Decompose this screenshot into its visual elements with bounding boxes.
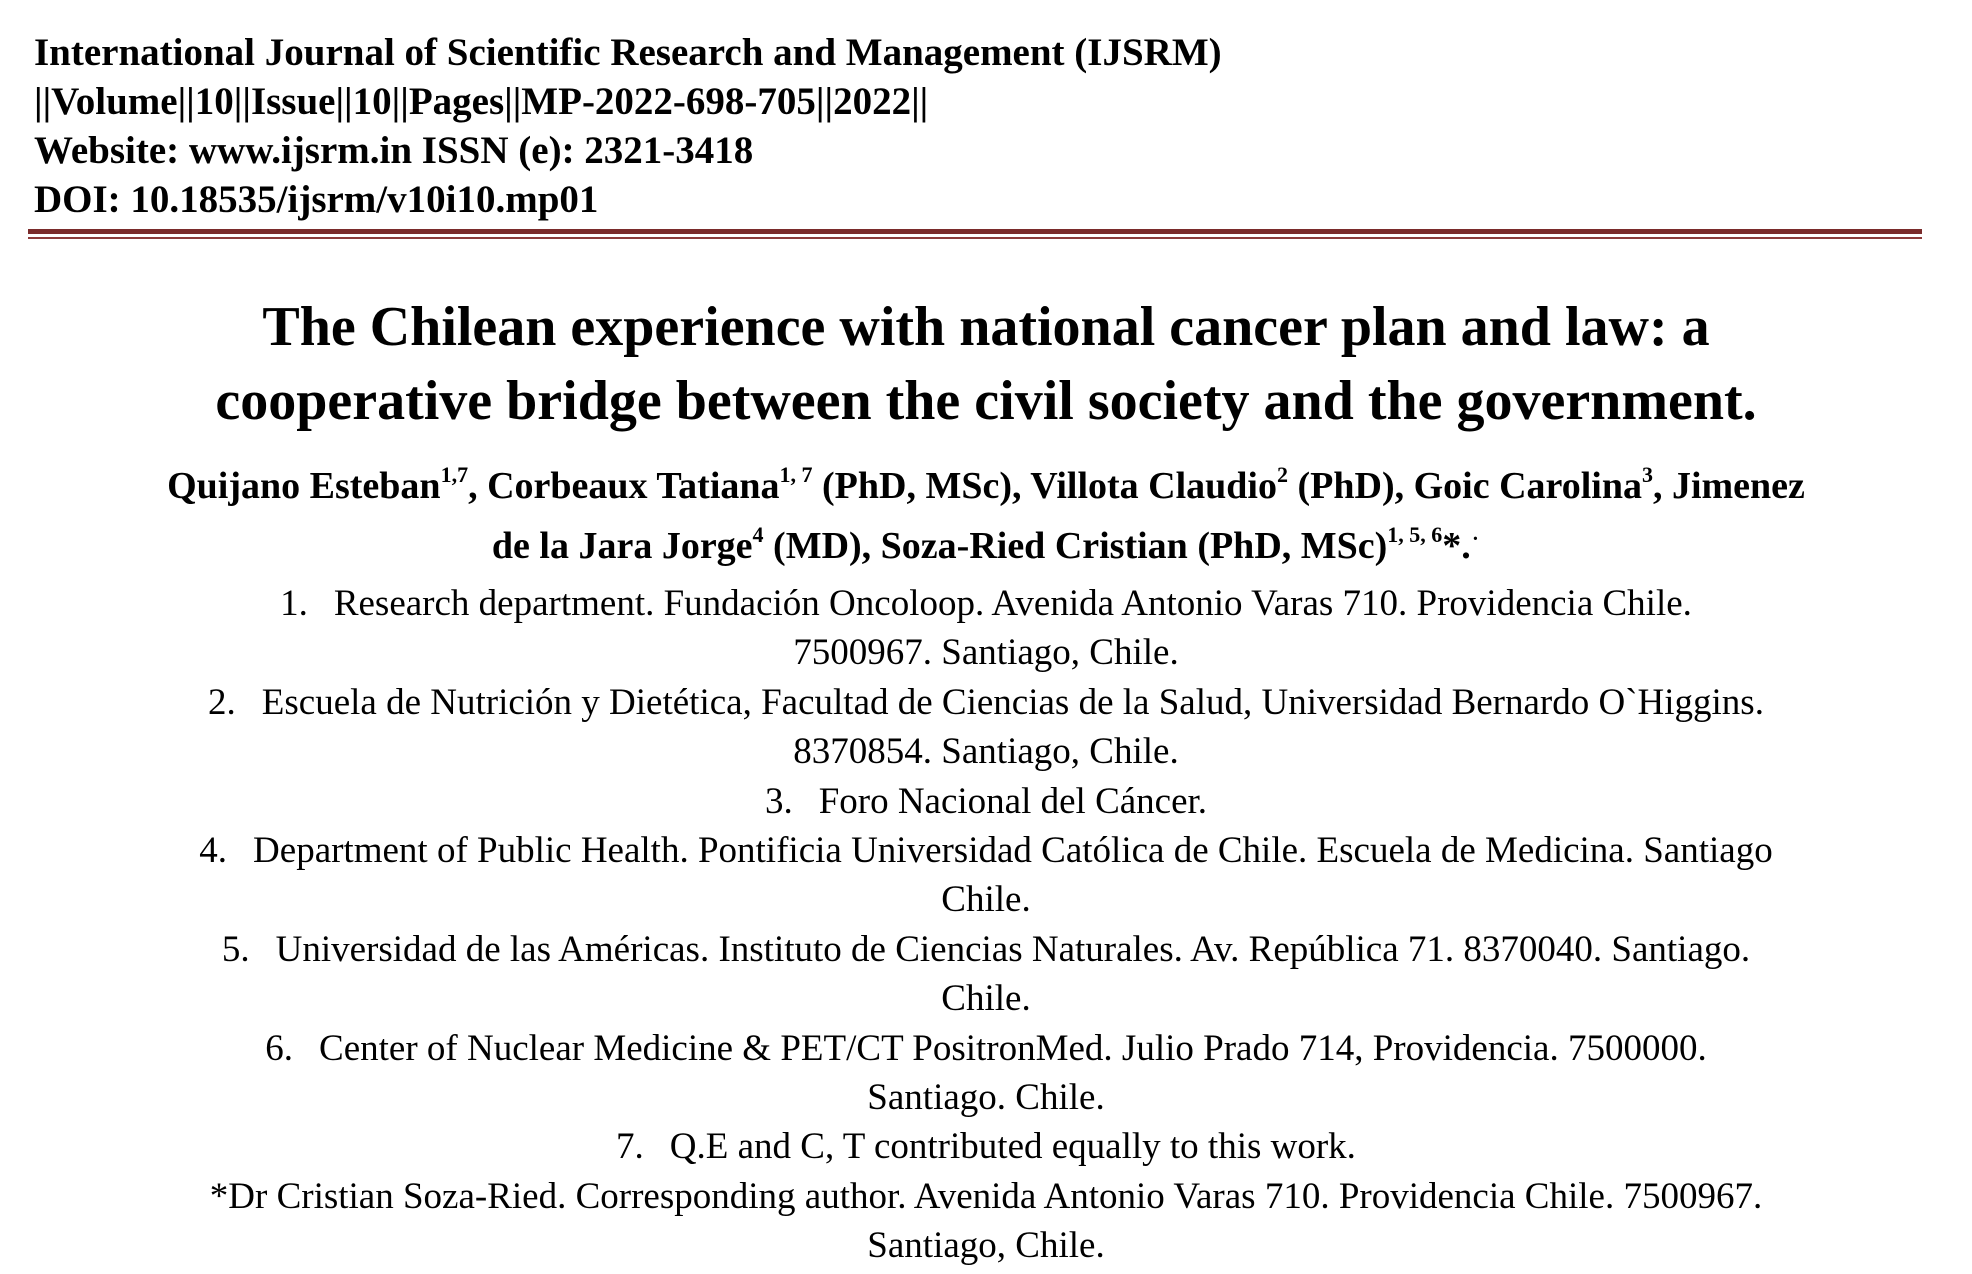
affiliation-item — [0, 826, 1972, 925]
title-line-1: The Chilean experience with national cancer plan and law: a — [262, 296, 1710, 358]
author-superscript: 3 — [1641, 462, 1653, 487]
affiliation-item — [0, 1024, 1972, 1123]
affiliation-number: 2. — [208, 681, 236, 723]
affiliation-text: Center of Nuclear Medicine & PET/CT PositronMed. Julio Prado 714, Providencia. 7500000. — [319, 1027, 1707, 1069]
affiliation-item — [0, 579, 1972, 678]
author-superscript: 1, 5, 6 — [1387, 522, 1443, 547]
affiliation-text: Foro Nacional del Cáncer. — [818, 780, 1208, 822]
affiliation-item — [0, 678, 1972, 777]
journal-header — [34, 28, 1914, 224]
affiliation-number: 3. — [764, 780, 793, 822]
affiliation-item — [0, 925, 1972, 1024]
header-rule-thick — [28, 229, 1922, 234]
author-line-2 — [0, 513, 1972, 573]
affiliation-text: Santiago. Chile. — [867, 1077, 1105, 1119]
affiliation-item — [0, 1122, 1972, 1171]
website-issn: Website: www.ijsrm.in ISSN (e): 2321-3418 — [34, 129, 754, 172]
corresponding-mark: *. — [1442, 525, 1471, 567]
affiliation-list — [0, 579, 1972, 1271]
corresponding-text: *Dr Cristian Soza-Ried. Corresponding author. Avenida Antonio Varas 710. Providencia Chile. 7500967. — [209, 1175, 1763, 1217]
author-list — [0, 459, 1972, 573]
affiliation-text: Universidad de las Américas. Instituto de Ciencias Naturales. Av. República 71. 8370040. Santiago. — [275, 928, 1751, 970]
author-name: de la Jara Jorge — [491, 525, 753, 567]
author-name: (PhD, MSc), Villota Claudio — [812, 465, 1277, 507]
author-superscript: 1, 7 — [779, 462, 813, 487]
corresponding-text: Santiago, Chile. — [867, 1225, 1105, 1267]
author-name: , Corbeaux Tatiana — [468, 465, 780, 507]
author-superscript: 2 — [1277, 462, 1288, 487]
header-rule-thin — [28, 237, 1922, 239]
affiliation-text: 8370854. Santiago, Chile. — [793, 731, 1179, 773]
corresponding-author — [0, 1172, 1972, 1271]
volume-info: ||Volume||10||Issue||10||Pages||MP-2022-698-705||2022|| — [34, 80, 929, 123]
author-name: (MD), Soza-Ried Cristian (PhD, MSc) — [763, 525, 1388, 567]
affiliation-text: Department of Public Health. Pontificia Universidad Católica de Chile. Escuela de Medicina. Santiago — [253, 830, 1773, 872]
affiliation-number: 5. — [221, 928, 250, 970]
affiliation-text: Chile. — [941, 978, 1031, 1020]
title-line-2: cooperative bridge between the civil society and the government. — [215, 370, 1757, 432]
paper-title — [0, 290, 1972, 438]
affiliation-item — [0, 777, 1972, 826]
affiliation-number: 1. — [280, 583, 308, 624]
journal-name: International Journal of Scientific Research and Management (IJSRM) — [34, 31, 1222, 74]
author-name: Quijano Esteban — [167, 465, 441, 507]
affiliation-text: Escuela de Nutrición y Dietética, Facultad de Ciencias de la Salud, Universidad Bernardo O`Higgins. — [261, 681, 1764, 723]
author-superscript: 1,7 — [440, 462, 469, 487]
author-line-1 — [0, 459, 1972, 513]
trailing-mark: · — [1470, 524, 1481, 555]
affiliation-number: 7. — [616, 1126, 644, 1168]
affiliation-text: Research department. Fundación Oncoloop. Avenida Antonio Varas 710. Providencia Chile. — [333, 583, 1692, 624]
affiliation-text: Chile. — [941, 879, 1031, 921]
affiliation-text: 7500967. Santiago, Chile. — [793, 632, 1179, 674]
affiliation-text: Q.E and C, T contributed equally to this work. — [669, 1126, 1356, 1168]
author-name: , Jimenez — [1652, 465, 1805, 507]
author-name: (PhD), Goic Carolina — [1288, 465, 1642, 507]
affiliation-number: 4. — [199, 830, 228, 872]
author-superscript: 4 — [752, 522, 764, 547]
affiliation-number: 6. — [265, 1027, 294, 1069]
doi: DOI: 10.18535/ijsrm/v10i10.mp01 — [34, 178, 599, 221]
